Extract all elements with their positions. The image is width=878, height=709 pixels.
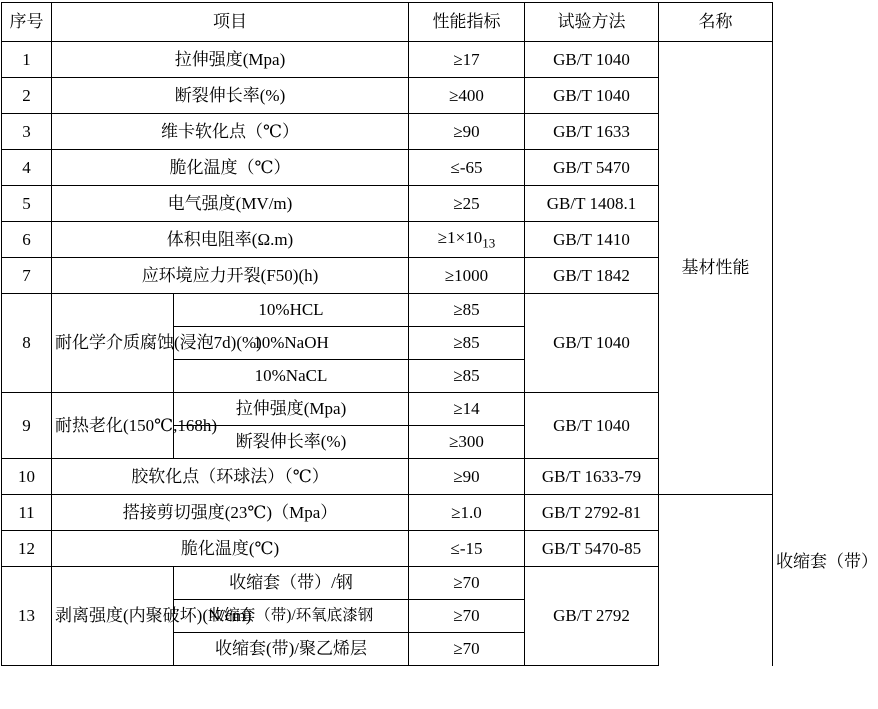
row-index: 7 [2, 258, 52, 294]
table-row [2, 222, 773, 258]
row-item: 收缩套(带)/聚乙烯层 [174, 633, 409, 666]
row-item: 应环境应力开裂(F50)(h) [52, 258, 409, 294]
row-performance: ≥85 [409, 327, 525, 360]
row-method: GB/T 5470 [525, 150, 659, 186]
header-performance: 性能指标 [409, 3, 525, 42]
row-performance: ≤-15 [409, 531, 525, 567]
row-item: 体积电阻率(Ω.m) [52, 222, 409, 258]
row-item: 胶软化点（环球法）（℃） [52, 459, 409, 495]
row-performance: ≥85 [409, 294, 525, 327]
row-method: GB/T 1040 [525, 393, 659, 459]
row-method: GB/T 2792 [525, 567, 659, 666]
row-item: 断裂伸长率(%) [52, 78, 409, 114]
row-index: 9 [2, 393, 52, 459]
table-row [2, 294, 773, 327]
row-performance: ≥1000 [409, 258, 525, 294]
row-item: 拉伸强度(Mpa) [52, 42, 409, 78]
row-item: 收缩套（带)/环氧底漆钢 [174, 600, 409, 633]
row-item: 收缩套（带）/钢 [174, 567, 409, 600]
row-performance: ≥90 [409, 114, 525, 150]
row-index: 8 [2, 294, 52, 393]
row-performance: ≥85 [409, 360, 525, 393]
row-method: GB/T 2792-81 [525, 495, 659, 531]
header-method: 试验方法 [525, 3, 659, 42]
row-index: 4 [2, 150, 52, 186]
row-group-label: 耐热老化(150℃,168h) [52, 393, 174, 459]
row-performance-value: ≥1×10 [437, 228, 483, 248]
row-performance: ≥70 [409, 600, 525, 633]
row-method: GB/T 1633-79 [525, 459, 659, 495]
row-method: GB/T 5470-85 [525, 531, 659, 567]
specification-table [1, 2, 878, 666]
spec-table-document [0, 2, 878, 709]
row-index: 3 [2, 114, 52, 150]
row-performance-exponent: 13 [482, 235, 496, 251]
table-row [2, 567, 773, 600]
row-performance: ≥17 [409, 42, 525, 78]
row-index: 1 [2, 42, 52, 78]
row-item: 10%NaCL [174, 360, 409, 393]
row-group-label: 剥离强度(内聚破坏)(N/cm) [52, 567, 174, 666]
row-performance: ≥1.0 [409, 495, 525, 531]
row-item: 拉伸强度(Mpa) [174, 393, 409, 426]
header-item: 项目 [52, 3, 409, 42]
header-name: 名称 [659, 3, 773, 42]
row-performance [409, 222, 525, 258]
row-method: GB/T 1842 [525, 258, 659, 294]
header-index: 序号 [2, 3, 52, 42]
table-row [2, 258, 773, 294]
row-performance: ≥90 [409, 459, 525, 495]
table-row [2, 150, 773, 186]
row-index: 2 [2, 78, 52, 114]
row-method: GB/T 1040 [525, 78, 659, 114]
row-index: 5 [2, 186, 52, 222]
row-performance: ≥25 [409, 186, 525, 222]
table-row [2, 393, 773, 426]
row-performance: ≥400 [409, 78, 525, 114]
row-performance: ≥70 [409, 567, 525, 600]
row-method: GB/T 1040 [525, 294, 659, 393]
row-item: 脆化温度(℃) [52, 531, 409, 567]
row-performance: ≥14 [409, 393, 525, 426]
row-performance: ≥70 [409, 633, 525, 666]
row-item: 脆化温度（℃） [52, 150, 409, 186]
row-item: 电气强度(MV/m) [52, 186, 409, 222]
row-item: 10%HCL [174, 294, 409, 327]
group-name-base: 基材性能 [659, 42, 773, 495]
row-item: 断裂伸长率(%) [174, 426, 409, 459]
table-row [2, 495, 773, 531]
row-index: 10 [2, 459, 52, 495]
row-group-label: 耐化学介质腐蚀(浸泡7d)(%) [52, 294, 174, 393]
table-row [2, 42, 773, 78]
row-method: GB/T 1040 [525, 42, 659, 78]
row-index: 11 [2, 495, 52, 531]
row-item: 搭接剪切强度(23℃)（Mpa） [52, 495, 409, 531]
row-performance: ≤-65 [409, 150, 525, 186]
row-method: GB/T 1408.1 [525, 186, 659, 222]
row-index: 12 [2, 531, 52, 567]
row-item: 维卡软化点（℃） [52, 114, 409, 150]
table-row [2, 186, 773, 222]
row-method: GB/T 1633 [525, 114, 659, 150]
row-item: 10%NaOH [174, 327, 409, 360]
table-row: 10 胶软化点（环球法）（℃） ≥90 GB/T 1633-79 收缩套（带） [2, 459, 773, 495]
table-row [2, 114, 773, 150]
row-method: GB/T 1410 [525, 222, 659, 258]
row-index: 6 [2, 222, 52, 258]
table-header-row [2, 3, 773, 42]
table-row [2, 78, 773, 114]
row-performance: ≥300 [409, 426, 525, 459]
table-row [2, 531, 773, 567]
row-index: 13 [2, 567, 52, 666]
